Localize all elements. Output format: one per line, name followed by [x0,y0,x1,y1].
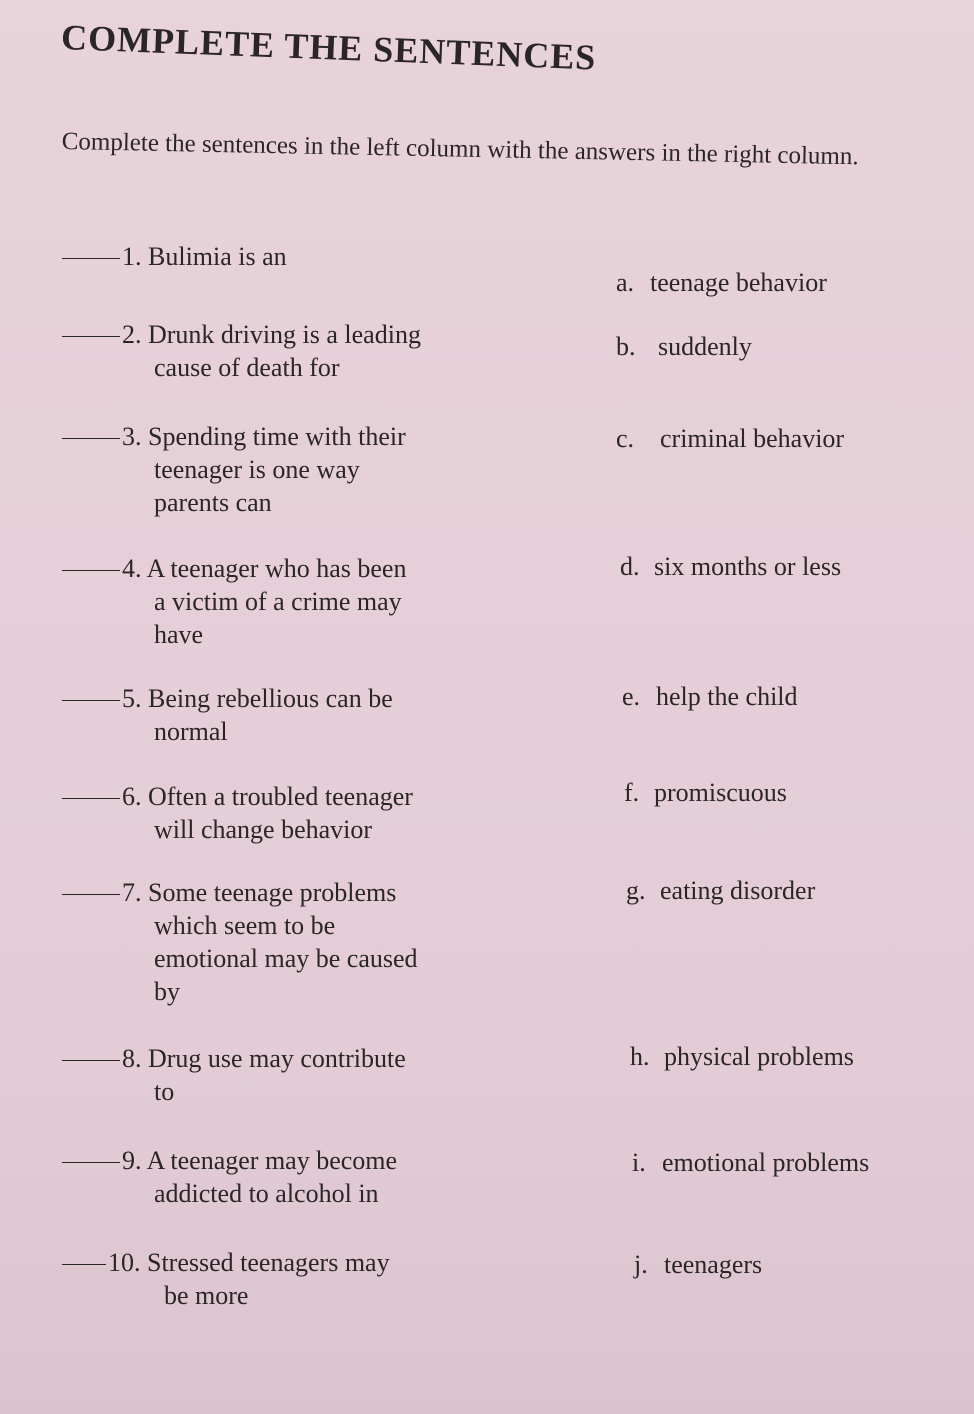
question-text: Stressed teenagers may [147,1248,390,1277]
answer-text: help the child [656,682,798,711]
answer-blank-10[interactable] [62,1264,106,1265]
question-text-cont: by [154,977,180,1006]
question-text-cont: will change behavior [154,815,373,844]
question-text: Bulimia is an [148,242,287,271]
answer-blank-3[interactable] [62,438,120,439]
question-text-cont: normal [154,717,228,746]
question-text: Being rebellious can be [148,684,393,713]
question-number: 6. [122,782,142,811]
answer-option-h [630,1040,854,1073]
question-number: 10. [108,1248,141,1277]
question-8 [62,1042,406,1108]
answer-text: criminal behavior [660,424,845,453]
answer-letter: f. [624,778,640,807]
answer-letter: i. [632,1148,646,1177]
question-number: 1. [122,242,142,271]
question-6 [62,780,413,846]
question-text: Spending time with their [148,422,406,451]
question-5 [62,682,393,748]
answer-option-a [616,266,827,299]
question-text-cont: teenager is one way [154,455,360,484]
answer-blank-4[interactable] [62,570,120,571]
question-text-cont: have [154,620,204,649]
question-number: 3. [122,422,142,451]
question-text: A teenager who has been [146,554,407,583]
answer-blank-8[interactable] [62,1060,120,1061]
answer-text: suddenly [658,332,752,361]
answer-option-g [626,874,815,907]
answer-option-i [632,1146,869,1179]
answer-option-f [624,776,787,809]
answer-letter: d. [620,552,640,581]
answer-option-c [616,422,844,455]
question-text-cont: a victim of a crime may [154,587,402,616]
answer-text: promiscuous [654,778,787,807]
question-number: 9. [122,1146,142,1175]
question-text: Drunk driving is a leading [148,320,421,349]
question-number: 8. [122,1044,142,1073]
question-number: 2. [122,320,142,349]
question-4 [62,552,406,651]
question-number: 7. [122,878,142,907]
page-title: COMPLETE THE SENTENCES [60,16,598,78]
answer-option-j [634,1248,762,1281]
question-text: Often a troubled teenager [148,782,413,811]
answer-blank-6[interactable] [62,798,120,799]
answer-text: teenage behavior [650,268,827,297]
question-9 [62,1144,397,1210]
answer-text: physical problems [664,1042,854,1071]
answer-text: six months or less [654,552,842,581]
question-text-cont: parents can [154,488,272,517]
answer-blank-5[interactable] [62,700,120,701]
answer-letter: g. [626,876,646,905]
answer-text: eating disorder [660,876,816,905]
answer-blank-2[interactable] [62,336,120,337]
answer-letter: h. [630,1042,650,1071]
question-number: 4. [122,554,142,583]
question-text-cont: which seem to be [154,911,336,940]
question-3 [62,420,406,519]
question-2 [62,318,421,384]
question-text-cont: addicted to alcohol in [154,1179,379,1208]
answer-letter: b. [616,332,636,361]
instructions: Complete the sentences in the left column with the answers in the right column. [61,128,859,171]
question-text: A teenager may become [146,1146,398,1175]
answer-letter: a. [616,268,635,297]
question-text-cont: emotional may be caused [154,944,418,973]
answer-letter: c. [616,424,635,453]
question-10 [62,1246,390,1312]
answer-letter: j. [634,1250,648,1279]
answer-blank-1[interactable] [62,258,120,259]
answer-blank-7[interactable] [62,894,120,895]
answer-option-e [622,680,798,713]
answer-option-d [620,550,841,583]
answer-option-b [616,330,752,363]
question-1 [62,240,287,273]
question-text-cont: cause of death for [154,353,340,382]
question-text-cont: to [154,1077,175,1106]
answer-blank-9[interactable] [62,1162,120,1163]
answer-letter: e. [622,682,641,711]
question-number: 5. [122,684,142,713]
answer-text: emotional problems [662,1148,870,1177]
question-7 [62,876,418,1008]
question-text: Drug use may contribute [148,1044,406,1073]
question-text: Some teenage problems [148,878,397,907]
answer-text: teenagers [664,1250,763,1279]
question-text-cont: be more [164,1281,249,1310]
